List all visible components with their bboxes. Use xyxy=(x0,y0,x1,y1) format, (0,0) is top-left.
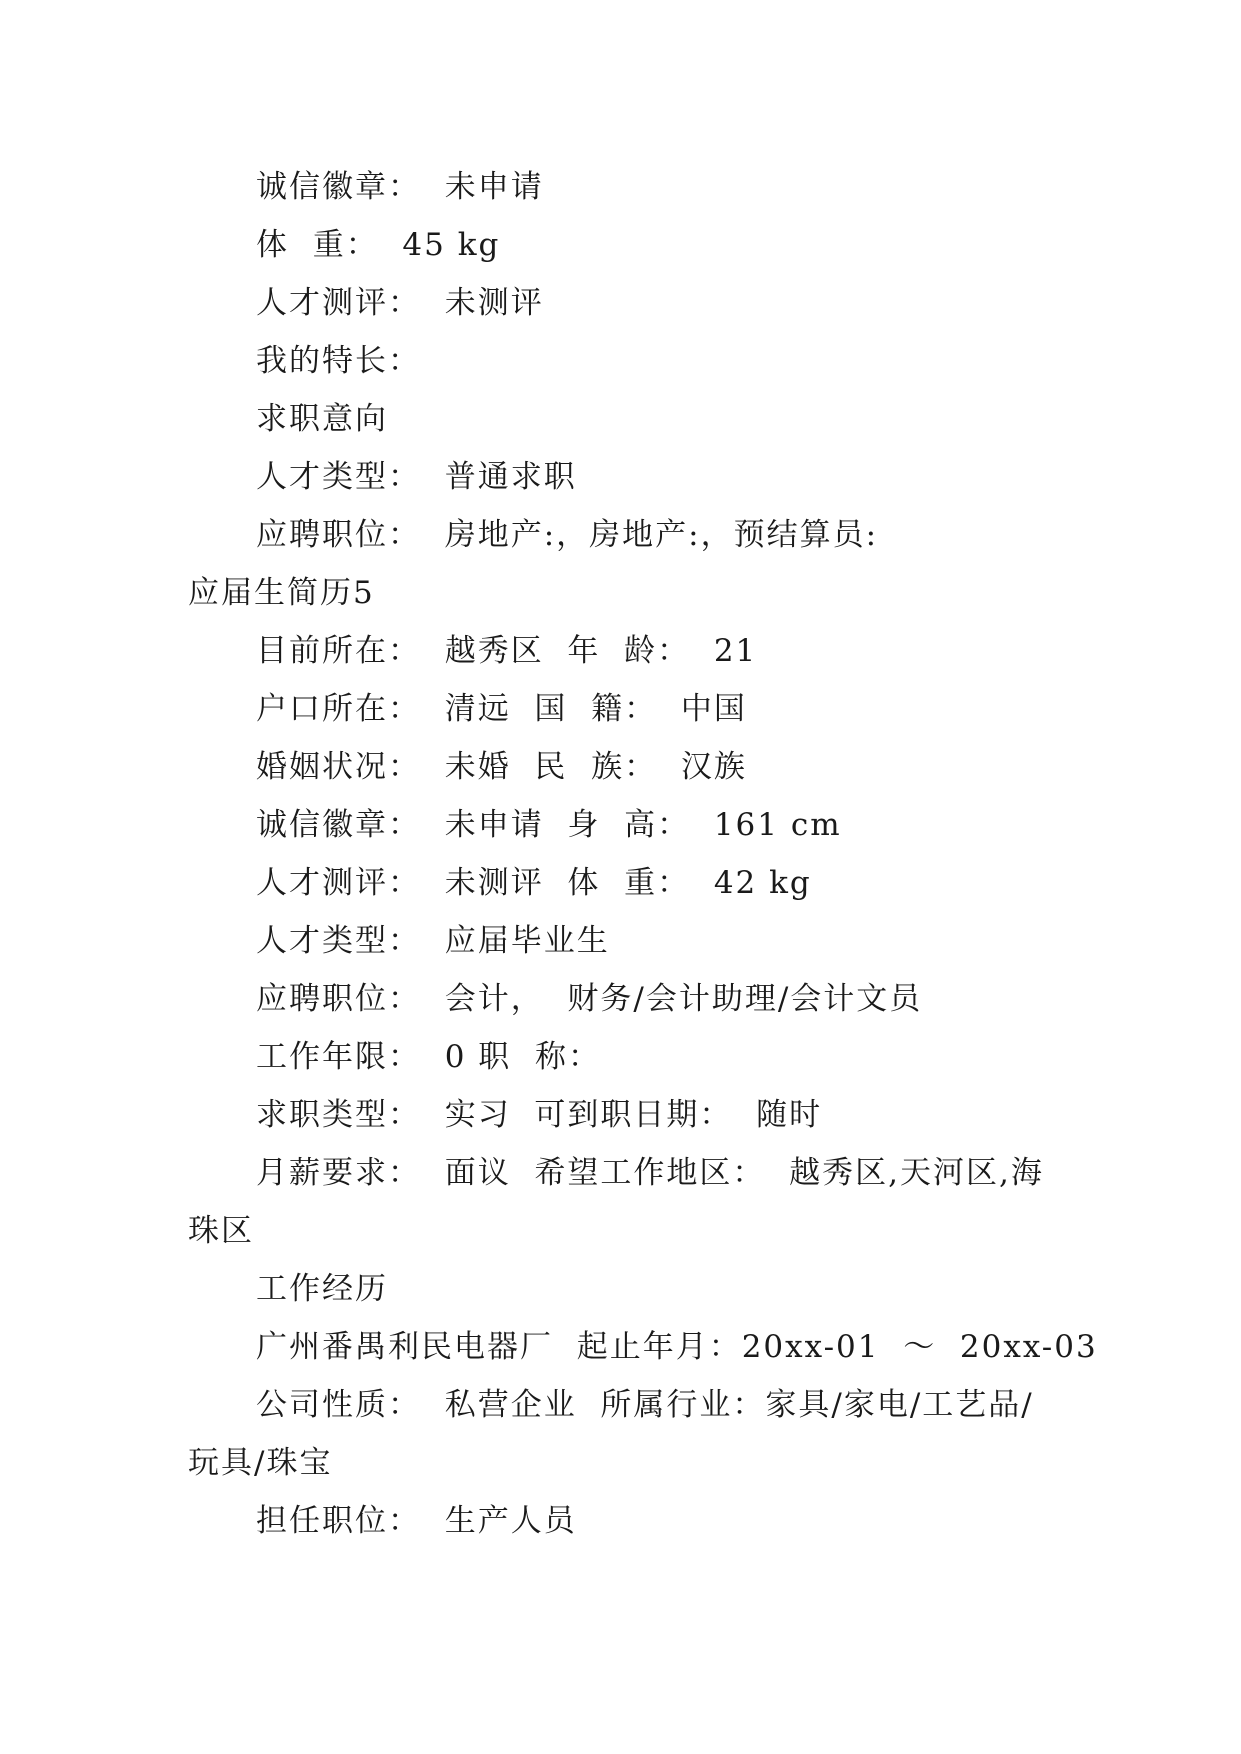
text-line: 人才测评： 未测评 xyxy=(256,285,544,321)
text-line: 婚姻状况： 未婚 民 族： 汉族 xyxy=(256,749,747,785)
text-line: 目前所在： 越秀区 年 龄： 21 xyxy=(256,633,758,669)
text-line: 应聘职位： 会计， 财务/会计助理/会计文员 xyxy=(256,981,923,1017)
resume-text-body xyxy=(188,158,1098,1550)
text-line: 玩具/珠宝 xyxy=(188,1445,333,1481)
text-line: 担任职位： 生产人员 xyxy=(256,1503,577,1539)
text-line: 求职意向 xyxy=(256,401,388,437)
text-line: 广州番禺利民电器厂 起止年月：20xx-01 ～ 20xx-03 xyxy=(256,1329,1098,1365)
text-line: 体 重： 45 kg xyxy=(256,227,501,263)
text-line: 诚信徽章： 未申请 xyxy=(256,169,544,205)
text-line: 珠区 xyxy=(188,1213,254,1249)
text-line: 工作经历 xyxy=(256,1271,388,1307)
text-line: 人才类型： 应届毕业生 xyxy=(256,923,610,959)
text-line: 公司性质： 私营企业 所属行业：家具/家电/工艺品/ xyxy=(256,1387,1034,1423)
text-line: 月薪要求： 面议 希望工作地区： 越秀区,天河区,海 xyxy=(256,1155,1044,1191)
text-line: 应聘职位： 房地产:，房地产:，预结算员: xyxy=(256,517,879,553)
text-line: 人才类型： 普通求职 xyxy=(256,459,577,495)
text-line: 人才测评： 未测评 体 重： 42 kg xyxy=(256,865,812,901)
text-line: 工作年限： 0 职 称： xyxy=(256,1039,601,1075)
text-line: 户口所在： 清远 国 籍： 中国 xyxy=(256,691,747,727)
text-line: 我的特长： xyxy=(256,343,421,379)
text-line: 应届生简历5 xyxy=(188,575,375,611)
text-line: 诚信徽章： 未申请 身 高： 161 cm xyxy=(256,807,842,843)
text-line: 求职类型： 实习 可到职日期： 随时 xyxy=(256,1097,823,1133)
